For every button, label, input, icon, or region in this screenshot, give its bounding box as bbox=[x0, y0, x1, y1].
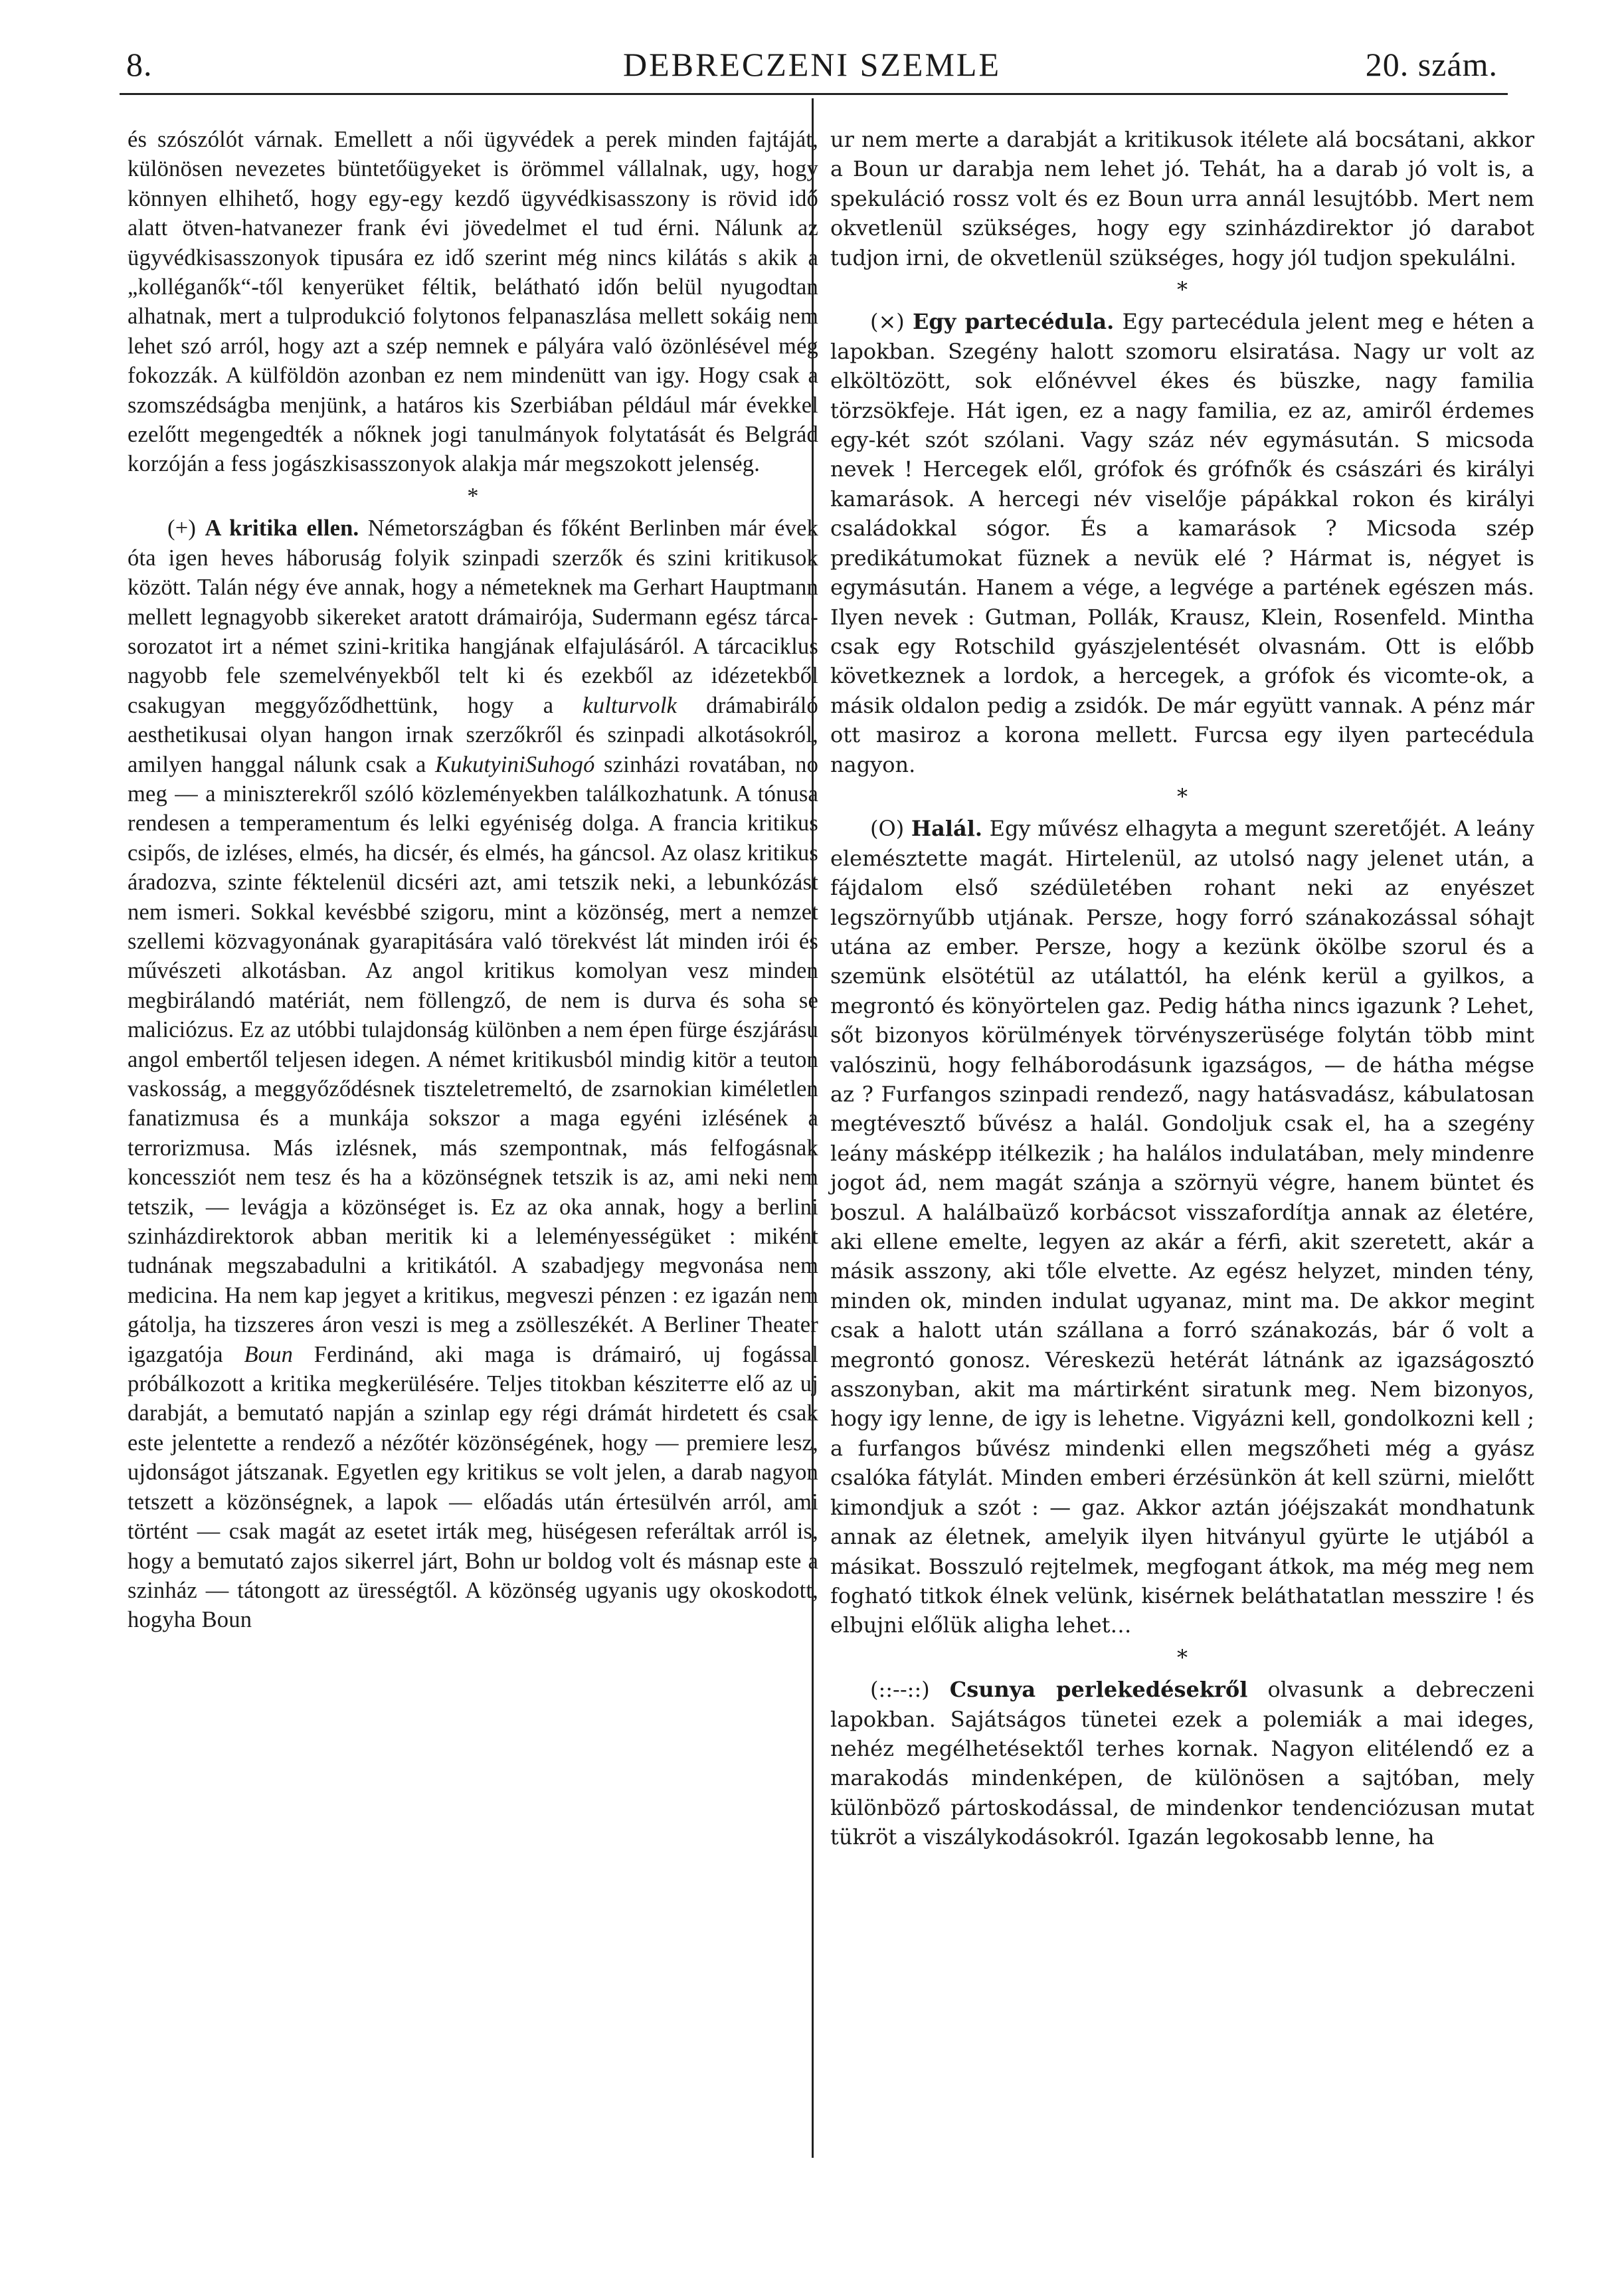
article-text: Ferdinánd, aki maga is drámairó, uj fogással próbálkozott a kritika megkerülésére. Teljes titokban késziteтте elő az uj darabját, a bemutató napján a szinlap egy régi drámát hirdetett és csak este jelentette a rendező a nézőtér közönségének, hogy — premiere lesz, ujdonságot játszanak. Egyetlen egy kritikus se volt jelen, a darab nagyon tetszett a közönségnek, a lapok — előadás után értesülvén arról, ami történt — csak magát az esetet irták meg, hüségesen referáltak arról is, hogy a bemutató zajos sikerrel járt, Bohn ur boldog volt és másnap este a szinház — tátongott az ürességtől. A közönség ugyanis ugy okoskodott, hogyha Boun bbox=[128, 1341, 819, 1633]
article-mark: (+) bbox=[167, 516, 197, 541]
section-separator: * bbox=[1177, 277, 1188, 303]
page-number: 8. bbox=[126, 46, 153, 83]
section-separator: * bbox=[1177, 1644, 1188, 1670]
article-halal bbox=[830, 814, 1534, 1640]
issue-number: 20. szám. bbox=[1365, 46, 1498, 83]
article-mark: (O) bbox=[870, 816, 905, 842]
emphasis-text: Boun bbox=[244, 1341, 294, 1367]
article-kritika-ellen bbox=[128, 514, 818, 1634]
journal-title: DEBRECZENI SZEMLE bbox=[622, 46, 1002, 83]
article-title: Egy partecédula. bbox=[913, 309, 1115, 335]
emphasis-text: KukutyiniSuhogó bbox=[434, 751, 595, 777]
right-column bbox=[830, 125, 1534, 1852]
article-text: olvasunk a debreczeni lapokban. Sajátságos tünetei ezek a polemiák a mai ideges, nehéz megélhetésektől terhes kornak. Nagyon elitélendő ez a marakodás mindenképen, de különösen a sajtóban, mely különböző pártoskodással, de mindenkor tendenciózusan mutat tükröt a viszálykodásokról. Igazán legokosabb lenne, ha bbox=[830, 1677, 1535, 1850]
header-rule bbox=[120, 93, 1508, 95]
page-header bbox=[113, 39, 1511, 92]
left-column bbox=[128, 125, 818, 1635]
article-mark: (::--::) bbox=[870, 1677, 930, 1703]
article-title: A kritika ellen. bbox=[205, 516, 359, 541]
emphasis-text: kulturvolk bbox=[583, 692, 677, 718]
article-title: Halál. bbox=[911, 816, 982, 842]
article-title: Csunya perlekedésekről bbox=[949, 1677, 1248, 1703]
article-perlekedesek bbox=[830, 1675, 1534, 1852]
article-text: Egy művész elhagyta a megunt szeretőjét. A leány elemésztette magát. Hirtelenül, az utolsó nagy jelenet után, a fájdalom első szédületében rohant neki az enyészet legszörnyűbb utjának. Persze, hogy forró szánakozással sóhajt utána az ember. Persze, hogy a kezünk ökölbe szorul és a szemünk elsötétül az utálattól, ha elénk kerül a gyilkos, a megrontó és könyörtelen gaz. Pedig hátha nincs igazunk ? Lehet, sőt bizonyos körülmények törvényszerüsége folytán több mint valószinü, hogy felháborodásunk igazságos, — de hátha mégse az ? Furfangos szinpadi rendező, nagy hatásvadász, kábulatosan megtévesztő bűvész a halál. Gondoljuk csak el, ha a szegény leány másképp itélkezik ; ha halálos indulatában, mely mindenre jogot ád, nem magát szánja a szörnyü végre, hanem büntet és boszul. A halálbaüző korbácsot visszafordítja annak az életére, aki ellene emelte, legyen az akár a férfi, akit szeretett, akár a másik asszony, aki tőle elvette. Az egész helyzet, minden tény, minden ok, minden indulat ugyanaz, mint ma. De akkor megint csak a halott után szállana a forró szánakozás, bár ő volt a megrontó gonosz. Véreskezü hetérát látnánk az igazságosztó asszonyban, akit ma mártirként siratunk meg. Nem bizonyos, hogy igy lenne, de igy is lehetne. Vigyázni kell, gondolkozni kell ; a furfangos bűvész mindenki ellen megszőheti még a gyász csalóka fátylát. Minden emberi érzésünkön át kell szürni, mielőtt kimondjuk a szót : — gaz. Akkor aztán jóéjszakát mondhatunk annak az életnek, amelyik ilyen hitványul gyürte le utjából a másikat. Bosszuló rejtelmek, megfogant átkok, ma még meg nem fogható titkok élnek velünk, kisérnek beláthatatlan messzire ! és elbujni előlük aligha lehet… bbox=[830, 816, 1535, 1638]
article-mark: (×) bbox=[870, 309, 905, 335]
article-kritika-ellen-end: ur nem merte a darabját a kritikusok itélete alá bocsátani, akkor a Boun ur darabja nem lehet jó. Tehát, ha a darab jó volt is, a spekuláció rossz volt és ez Boun urra annál lesujtóbb. Mert nem okvetlenül szükséges, hogy egy szinházdirektor jó darabot tudjon irni, de okvetlenül szükséges, hogy jól tudjon spekulálni. bbox=[830, 127, 1534, 270]
article-text: szinházi rovatában, no meg — a miniszterekről szóló közleményekben találkozhatunk. A tónusa rendesen a temperamentum és lelki egyéniség dolga. A francia kritikus csipős, de izléses, elmés, ha dicsér, és elmés, ha gáncsol. Az olasz kritikus áradozva, szinte féktelenül dicséri azt, ami tetszik neki, a lebunkózást nem ismeri. Sokkal kevésbbé szigoru, mint a közönség, mert a nemzet szellemi közvagyonának gyarapitására való törekvést lát minden irói és művészeti alkotásban. Az angol kritikus komolyan vesz minden megbirálandó matériát, nem föllengző, de nem is durva és soha se maliciózus. Ez az utóbbi tulajdonság különben a nem épen fürge észjárásu angol embertől teljesen idegen. A német kritikusból mindig kitör a teuton vaskosság, a meggyőződésnek tiszteletremeltó, de zsarnokian kiméletlen fanatizmusa és a munkája sokszor a maga egyéni izlésének a terrorizmusa. Más izlésnek, más szempontnak, más felfogásnak koncessziót nem tesz és ha a közönségnek tetszik is az, ami neki nem tetszik, — levágja a közönséget is. Ez az oka annak, hogy a berlini szinházdirektorok abban meritik ki a leleményességüket : miként tudnának megszabadulni a kritikától. A szabadjegy megvonása nem medicina. Ha nem kap jegyet a kritikus, megveszi pénzen : ez igazán nem gátolja, ha tizszeres áron veszi is meg a zsölleszékét. A Berliner Theater igazgatója bbox=[128, 751, 819, 1367]
article-text: drámabiráló aesthetikusai olyan hangon irnak szerzőkről és szinpadi alkotásokról, amilyen hanggal nálunk csak a bbox=[128, 692, 819, 777]
article-text: Németországban és főként Berlinben már évek óta igen heves háboruság folyik szinpadi szerzők és szini kritikusok között. Talán négy éve annak, hogy a németeknek ma Gerhart Hauptmann mellett legnagyobb sikereket aratott drámairója, Sudermann egész tárca-sorozatot irt a német szini-kritika hangjának elfajulásáról. A tárcaciklus nagyobb fele szemelvényekből telt ki és ezekből az idézetekből csakugyan meggyőződhettünk, hogy a bbox=[128, 516, 819, 718]
section-separator: * bbox=[467, 483, 479, 509]
section-separator: * bbox=[1177, 783, 1188, 809]
article-text: Egy partecédula jelent meg e héten a lapokban. Szegény halott szomoru elsiratása. Nagy ur volt az elköltözött, sok előnévvel ékes és büszke, nagy familia törzsökfeje. Hát igen, ez a nagy familia, ez az, amiről érdemes egy-két szót szólani. Vagy száz név egymásután. S micsoda nevek ! Hercegek elől, grófok és grófnők és császári és királyi kamarások. A hercegi név viselője pápákkal rokon és királyi családokkal sógor. És a kamarások ? Micsoda szép predikátumokat füznek a nevük elé ? Hármat is, négyet is egymásután. Hanem a vége, a legvége a partének egészen más. Ilyen nevek : Gutman, Pollák, Krausz, Klein, Rosenfeld. Mintha csak egy Rotschild gyászjelentését olvasnám. Ott is előbb következnek a lordok, a hercegek, a grófok és vicomte-ok, a másik oldalon pedig a zsidók. De már együtt vannak. A pénz már ott masiroz a korona mellett. Furcsa egy ilyen partecédula nagyon. bbox=[830, 309, 1535, 777]
article-partecedula bbox=[830, 307, 1534, 779]
article-women-lawyers-end: és szószólót várnak. Emellett a női ügyvédek a perek minden fajtáját, különösen nevezetes büntetőügyeket is örömmel vállalnak, ugy, hogy könnyen elhihető, hogy egy-egy kezdő ügyvédkisasszony is rövid idő alatt ötven-hatvanezer frank évi jövedelmet el tud érni. Nálunk az ügyvédkisasszonyok tipusára ez idő szerint még nincs kilátás s akik a „kolléganők“-től kenyerüket féltik, belátható időn belül nyugodtan alhatnak, mert a tulprodukció folytonos felpanaszlása mellett sokáig nem lehet szó arról, hogy azt a szép nemnek e pályára való özönlésével még fokozzák. A külföldön azonban ez nem mindenütt van igy. Hogy csak a szomszédságba menjünk, a határos kis Szerbiában például már évekkel ezelőtt megengedték a nőknek jogi tanulmányok folytatását és Belgrád korzóján a fess jogászkisasszonyok alakja már megszokott jelenség. bbox=[128, 127, 818, 477]
